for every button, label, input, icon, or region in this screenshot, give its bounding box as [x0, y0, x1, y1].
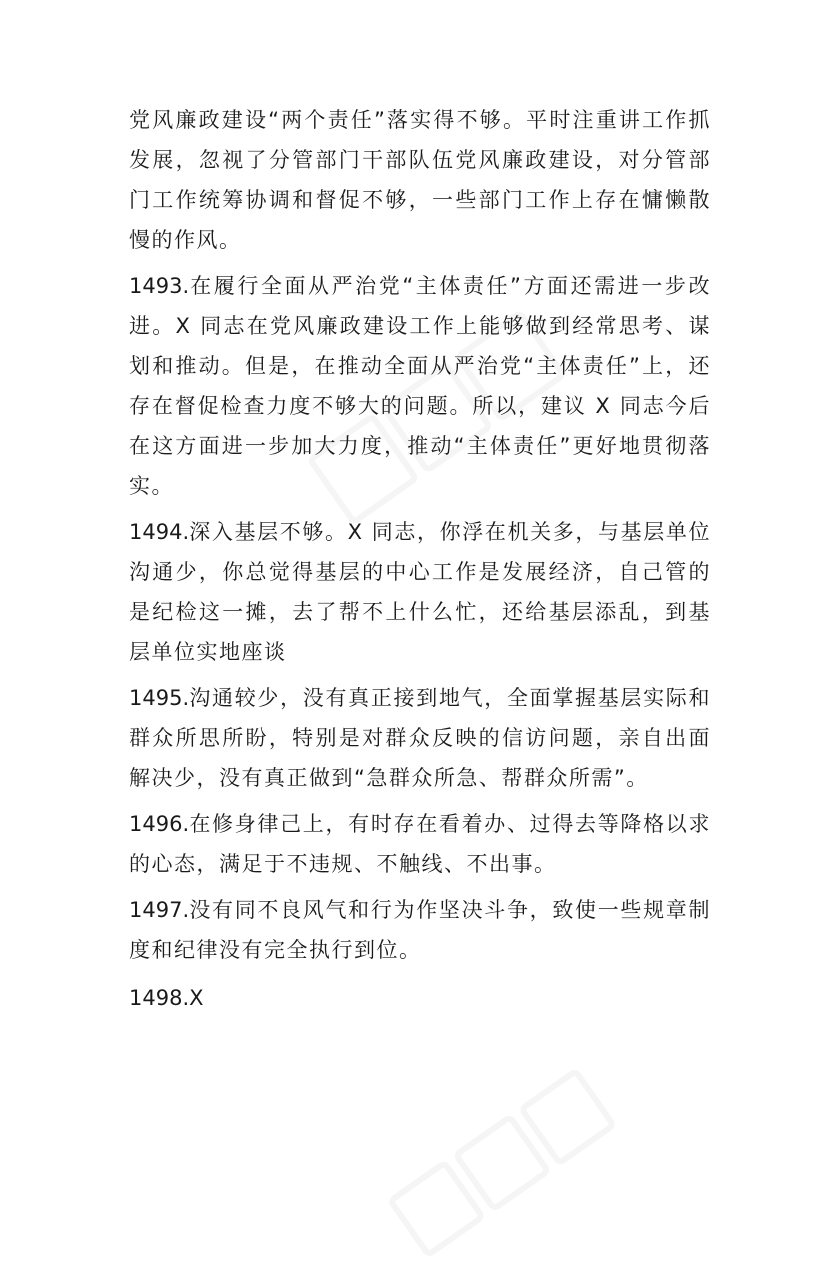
paragraph-text: 在修身律己上，有时存在看着办、过得去等降格以求的心态，满足于不违规、不触线、不出事。 [129, 812, 711, 876]
paragraph-text: 深入基层不够。X 同志，你浮在机关多，与基层单位沟通少，你总觉得基层的中心工作是发展经济，自己管的是纪检这一摊，去了帮不上什么忙，还给基层添乱，到基层单位实地座谈 [129, 520, 711, 664]
paragraph-number: 1494. [129, 520, 190, 544]
paragraph-text: 没有同不良风气和行为作坚决斗争，致使一些规章制度和纪律没有完全执行到位。 [129, 898, 711, 962]
paragraph-number: 1496. [129, 812, 190, 836]
paragraph-number: 1498.X [129, 986, 204, 1010]
paragraph-1494 [129, 512, 711, 672]
paragraph-text: 党风廉政建设“两个责任”落实得不够。平时注重讲工作抓发展，忽视了分管部门干部队伍党风廉政建设，对分管部门工作统筹协调和督促不够，一些部门工作上存在慵懒散慢的作风。 [129, 108, 711, 252]
paragraph-number: 1497. [129, 898, 190, 922]
paragraph-1495 [129, 678, 711, 798]
paragraph-number: 1493. [129, 274, 190, 298]
paragraph-text: 在履行全面从严治党“主体责任”方面还需进一步改进。X 同志在党风廉政建设工作上能够做到经常思考、谋划和推动。但是，在推动全面从严治党“主体责任”上，还存在督促检查力度不够大的问题。所以，建议 X 同志今后在这方面进一步加大力度，推动“主体责任”更好地贯彻落实。 [129, 274, 711, 498]
paragraph-1497 [129, 890, 711, 970]
paragraph-1493 [129, 266, 711, 506]
paragraph-1496 [129, 804, 711, 884]
paragraph-number: 1495. [129, 686, 190, 710]
paragraph-text: 沟通较少，没有真正接到地气，全面掌握基层实际和群众所思所盼，特别是对群众反映的信访问题，亲自出面解决少，没有真正做到“急群众所急、帮群众所需”。 [129, 686, 711, 790]
document-body [129, 100, 711, 1024]
watermark-bottom [369, 1026, 651, 1273]
paragraph-1498 [129, 978, 711, 1018]
paragraph-intro [129, 100, 711, 260]
